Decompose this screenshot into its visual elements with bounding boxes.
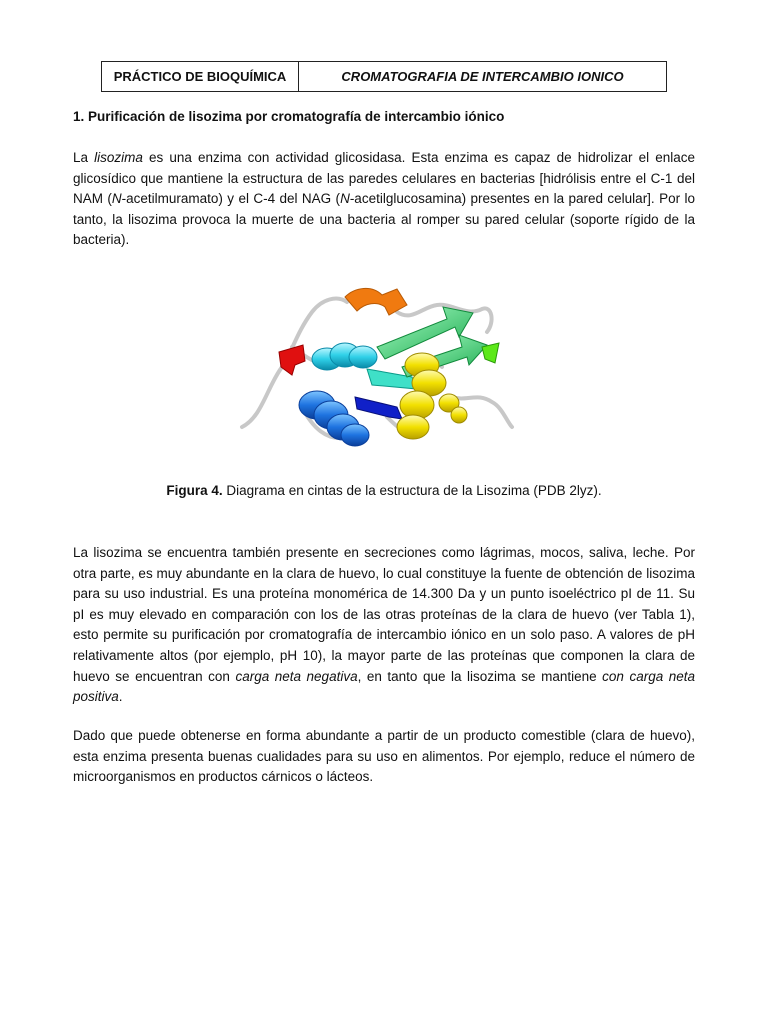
lysozyme-ribbon-diagram: [237, 277, 527, 462]
lysozyme-source-paragraph: [73, 543, 695, 708]
text-run: -acetilglucosamina) presentes en la pared celular]. Por lo tanto, la lisozima provoca la muerte de una bacteria al romper su pared celular (soporte rígido de la bacteria).: [73, 191, 695, 248]
italic-term: N: [340, 191, 350, 207]
header-course-cell: PRÁCTICO DE BIOQUÍMICA: [102, 62, 299, 91]
italic-term: lisozima: [94, 150, 143, 165]
intro-paragraph: [73, 148, 695, 251]
text-run: La lisozima se encuentra también presente en secreciones como lágrimas, mocos, saliva, leche. Por otra parte, es muy abundante en la clara de huevo, lo cual constituye la fuente de obtención de lisozima para su uso industrial. Es una proteína monomérica de 14.300 Da y un punto isoeléctrico pI de 11. Su pI es muy elevado en comparación con los de las otras proteínas de la clara de huevo (ver Tabla 1), esto permite su purificación por cromatografía de intercambio iónico en un solo paso. A valores de pH relativamente altos (por ejemplo, pH 10), la mayor parte de las proteínas que componen la clara de huevo se encuentran con: [73, 545, 695, 684]
header-table: [101, 61, 667, 92]
food-use-paragraph: [73, 726, 695, 788]
italic-term: carga neta negativa: [235, 668, 358, 684]
text-run: La: [73, 150, 95, 165]
figure-caption: [0, 483, 768, 498]
text-run: es una enzima con actividad glicosidasa. Esta enzima es capaz de hidrolizar el enlace glicosídico que mantiene la estructura de las paredes celulares en bacterias [hidrólisis entre el C-1 del NAM (: [73, 150, 695, 207]
text-run: Dado que puede obtenerse en forma abundante a partir de un producto comestible (clara de huevo), esta enzima presenta buenas cualidades para su uso en alimentos. Por ejemplo, reduce el número de microorganismos en productos cárnicos o lácteos.: [73, 728, 695, 785]
header-topic-cell: CROMATOGRAFIA DE INTERCAMBIO IONICO: [341, 69, 624, 84]
red-beta-strand: [279, 345, 305, 375]
section-heading: 1. Purificación de lisozima por cromatografía de intercambio iónico: [73, 109, 505, 124]
text-run: , en tanto que la lisozima se mantiene: [357, 668, 603, 684]
text-run: .: [118, 689, 123, 705]
italic-term: con carga neta positiva: [73, 668, 696, 705]
caption-label: Figura 4.: [166, 483, 223, 498]
text-run: -acetilmuramato) y el C-4 del NAG (: [121, 191, 341, 207]
caption-text: Diagrama en cintas de la estructura de la Lisozima (PDB 2lyz).: [222, 483, 602, 498]
italic-term: N: [111, 191, 122, 207]
